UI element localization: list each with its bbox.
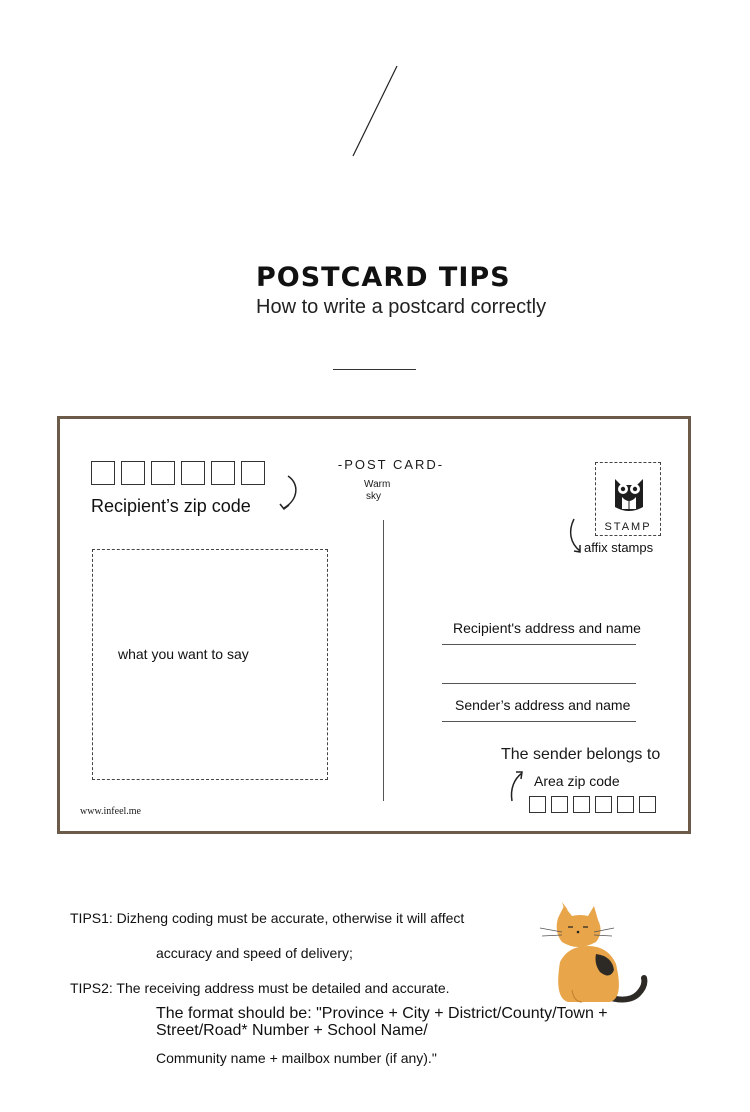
page-title: POSTCARD TIPS — [256, 262, 511, 293]
zip-box — [91, 461, 115, 485]
postcard-diagram — [57, 416, 691, 834]
tip1-line1: TIPS1: Dizheng coding must be accurate, otherwise it will affect — [70, 910, 465, 926]
tip1-line2: accuracy and speed of delivery; — [156, 945, 353, 961]
decorative-slash — [350, 64, 400, 158]
zip-box — [529, 796, 546, 813]
zip-box — [181, 461, 205, 485]
cat-illustration — [538, 902, 654, 1010]
stamp-area — [595, 462, 661, 536]
brand-sub-2: sky — [366, 491, 381, 502]
zip-box — [639, 796, 656, 813]
sender-zip-boxes — [529, 796, 656, 813]
recipient-zip-boxes — [91, 461, 265, 485]
center-divider — [383, 520, 384, 801]
title-divider — [333, 369, 416, 370]
tip2-line2: The format should be: "Province + City + District/County/Town + — [156, 1005, 608, 1022]
curved-arrow-icon — [508, 769, 528, 803]
message-label: what you want to say — [118, 646, 249, 662]
tip2-line1: TIPS2: The receiving address must be detailed and accurate. — [70, 980, 450, 996]
page-subtitle: How to write a postcard correctly — [256, 296, 547, 318]
sender-belongs-label: The sender belongs to — [501, 746, 661, 763]
zip-box — [617, 796, 634, 813]
tip2-line3: Street/Road* Number + School Name/ — [156, 1022, 428, 1039]
curved-arrow-icon — [276, 474, 302, 512]
brand-mark — [336, 455, 446, 505]
zip-box — [151, 461, 175, 485]
zip-box — [211, 461, 235, 485]
recipient-address-label: Recipient's address and name — [453, 620, 641, 636]
tip2-line4: Community name + mailbox number (if any)." — [156, 1050, 437, 1066]
zip-box — [573, 796, 590, 813]
stamp-label: STAMP — [604, 521, 652, 533]
zip-box — [241, 461, 265, 485]
zip-box — [595, 796, 612, 813]
address-line — [442, 721, 636, 722]
area-zip-label: Area zip code — [534, 773, 620, 789]
zip-box — [551, 796, 568, 813]
address-line — [442, 683, 636, 684]
sender-address-label: Sender’s address and name — [455, 697, 631, 713]
owl-stamp-icon — [612, 473, 646, 513]
zip-box — [121, 461, 145, 485]
recipient-zip-label: Recipient’s zip code — [91, 496, 251, 516]
affix-stamps-label: affix stamps — [584, 540, 654, 555]
brand-sub-1: Warm — [364, 479, 391, 490]
website-label: www.infeel.me — [80, 806, 141, 817]
message-area — [92, 549, 328, 780]
address-line — [442, 644, 636, 645]
brand-arc-text: -POST CARD- — [337, 457, 445, 472]
